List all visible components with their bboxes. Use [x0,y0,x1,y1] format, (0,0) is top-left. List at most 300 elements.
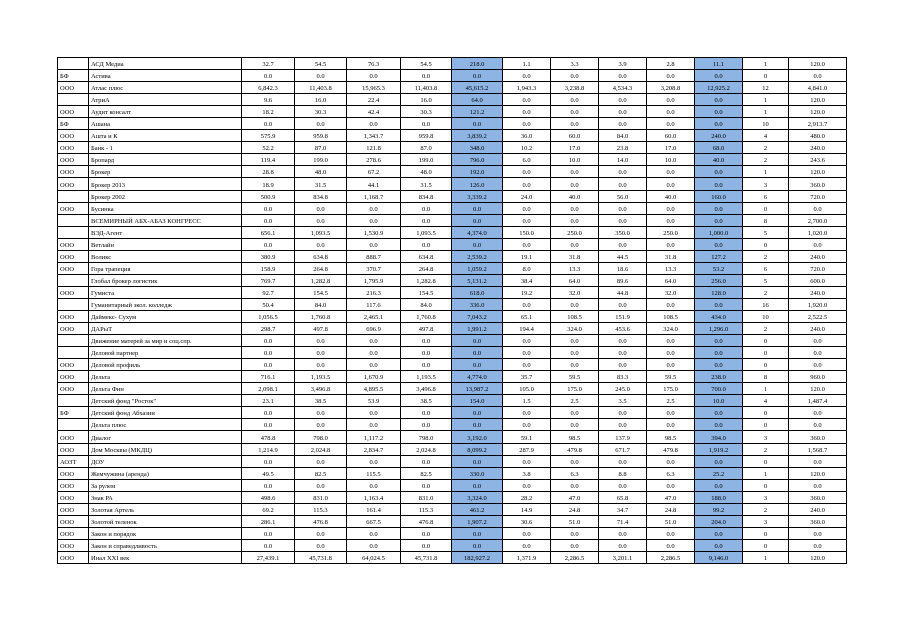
value-cell[interactable]: 6 [743,190,789,202]
value-cell[interactable]: 120.0 [789,551,847,563]
value-cell[interactable]: 1.1 [503,58,551,70]
value-cell[interactable]: 0.0 [401,527,452,539]
value-cell[interactable]: 0.0 [503,347,551,359]
total-cell[interactable]: 0.0 [695,479,743,491]
value-cell[interactable]: 32.0 [647,286,695,298]
value-cell[interactable]: 2,024.8 [401,443,452,455]
value-cell[interactable]: 120.0 [789,94,847,106]
value-cell[interactable]: 0.0 [647,479,695,491]
value-cell[interactable]: 0.0 [551,539,599,551]
total-cell[interactable]: 330.0 [452,467,503,479]
value-cell[interactable]: 478.8 [242,431,295,443]
value-cell[interactable]: 108.5 [551,310,599,322]
value-cell[interactable]: 360.0 [789,491,847,503]
value-cell[interactable]: 798.0 [295,431,347,443]
total-cell[interactable]: 0.0 [695,335,743,347]
value-cell[interactable]: 0.0 [295,214,347,226]
value-cell[interactable]: 240.0 [789,323,847,335]
value-cell[interactable]: 0.0 [295,238,347,250]
value-cell[interactable]: 0.0 [295,407,347,419]
value-cell[interactable]: 476.8 [295,515,347,527]
value-cell[interactable]: 0.0 [401,455,452,467]
value-cell[interactable]: 0.0 [401,419,452,431]
total-cell[interactable]: 40.0 [695,154,743,166]
org-name-cell[interactable]: Брокер [89,166,242,178]
value-cell[interactable]: 31.8 [551,250,599,262]
org-name-cell[interactable]: Инал XXI век [89,551,242,563]
org-name-cell[interactable]: Жемчужина (аренда) [89,467,242,479]
value-cell[interactable]: 2 [743,154,789,166]
total-cell[interactable]: 0.0 [452,359,503,371]
value-cell[interactable]: 1,530.9 [347,226,401,238]
value-cell[interactable]: 479.8 [647,443,695,455]
value-cell[interactable]: 500.9 [242,190,295,202]
value-cell[interactable]: 0.0 [503,106,551,118]
value-cell[interactable]: 1 [743,58,789,70]
value-cell[interactable]: 1 [743,551,789,563]
value-cell[interactable]: 0.0 [551,479,599,491]
total-cell[interactable]: 1,907.2 [452,515,503,527]
total-cell[interactable]: 1,296.0 [695,323,743,335]
org-form-cell[interactable]: ООО [58,82,89,94]
value-cell[interactable]: 243.6 [789,154,847,166]
value-cell[interactable]: 119.4 [242,154,295,166]
value-cell[interactable]: 667.5 [347,515,401,527]
value-cell[interactable]: 0.0 [599,479,647,491]
value-cell[interactable]: 89.6 [599,274,647,286]
value-cell[interactable]: 120.0 [789,467,847,479]
value-cell[interactable]: 0 [743,479,789,491]
value-cell[interactable]: 2,286.5 [551,551,599,563]
value-cell[interactable]: 45,731.8 [401,551,452,563]
value-cell[interactable]: 137.9 [599,431,647,443]
value-cell[interactable]: 2,098.1 [242,383,295,395]
total-cell[interactable]: 0.0 [452,118,503,130]
value-cell[interactable]: 0.0 [401,118,452,130]
org-name-cell[interactable]: Диалог [89,431,242,443]
value-cell[interactable]: 0 [743,419,789,431]
value-cell[interactable]: 1,020.0 [789,226,847,238]
value-cell[interactable]: 324.0 [647,323,695,335]
org-form-cell[interactable]: ООО [58,323,89,335]
value-cell[interactable]: 245.0 [599,383,647,395]
value-cell[interactable]: 56.0 [599,190,647,202]
value-cell[interactable]: 16 [743,298,789,310]
total-cell[interactable]: 240.0 [695,130,743,142]
value-cell[interactable]: 360.0 [789,515,847,527]
value-cell[interactable]: 1 [743,383,789,395]
value-cell[interactable]: 0.0 [503,298,551,310]
org-name-cell[interactable]: Астива [89,70,242,82]
org-name-cell[interactable]: АСД Медиа [89,58,242,70]
value-cell[interactable]: 32.0 [551,286,599,298]
value-cell[interactable]: 0.0 [347,419,401,431]
value-cell[interactable]: 497.8 [401,323,452,335]
org-form-cell[interactable]: ООО [58,310,89,322]
value-cell[interactable]: 240.0 [789,142,847,154]
value-cell[interactable]: 1,343.7 [347,130,401,142]
org-form-cell[interactable]: АОЗТ [58,455,89,467]
total-cell[interactable]: 0.0 [452,527,503,539]
total-cell[interactable]: 13,987.2 [452,383,503,395]
value-cell[interactable]: 5 [743,226,789,238]
total-cell[interactable]: 126.0 [452,178,503,190]
value-cell[interactable]: 0.0 [551,94,599,106]
value-cell[interactable]: 0.0 [401,70,452,82]
value-cell[interactable]: 1,093.5 [401,226,452,238]
value-cell[interactable]: 0.0 [647,106,695,118]
value-cell[interactable]: 0.0 [295,359,347,371]
value-cell[interactable]: 30.6 [503,515,551,527]
value-cell[interactable]: 175.0 [647,383,695,395]
value-cell[interactable]: 0.0 [551,407,599,419]
value-cell[interactable]: 1,168.7 [347,190,401,202]
org-form-cell[interactable]: ООО [58,178,89,190]
value-cell[interactable]: 11,403.8 [401,82,452,94]
value-cell[interactable]: 3.8 [503,467,551,479]
value-cell[interactable]: 298.7 [242,323,295,335]
value-cell[interactable]: 0.0 [789,238,847,250]
value-cell[interactable]: 6 [743,262,789,274]
value-cell[interactable]: 0.0 [503,455,551,467]
value-cell[interactable]: 0.0 [599,238,647,250]
value-cell[interactable]: 40.0 [647,190,695,202]
total-cell[interactable]: 204.0 [695,515,743,527]
org-form-cell[interactable]: ООО [58,166,89,178]
org-name-cell[interactable]: Закон и справедливость [89,539,242,551]
value-cell[interactable]: 0.0 [551,214,599,226]
total-cell[interactable]: 3,839.2 [452,130,503,142]
total-cell[interactable]: 0.0 [695,94,743,106]
value-cell[interactable]: 40.0 [551,190,599,202]
value-cell[interactable]: 0.0 [401,214,452,226]
org-name-cell[interactable]: За рулем [89,479,242,491]
value-cell[interactable]: 0.0 [647,214,695,226]
value-cell[interactable]: 0.0 [647,70,695,82]
value-cell[interactable]: 47.0 [551,491,599,503]
total-cell[interactable]: 160.0 [695,190,743,202]
value-cell[interactable]: 476.8 [401,515,452,527]
value-cell[interactable]: 76.3 [347,58,401,70]
total-cell[interactable]: 0.0 [695,202,743,214]
value-cell[interactable]: 0.0 [347,359,401,371]
value-cell[interactable]: 3 [743,491,789,503]
value-cell[interactable]: 0 [743,407,789,419]
value-cell[interactable]: 0.0 [503,178,551,190]
value-cell[interactable]: 53.9 [347,395,401,407]
value-cell[interactable]: 0.0 [347,202,401,214]
value-cell[interactable]: 3 [743,515,789,527]
value-cell[interactable]: 83.3 [599,371,647,383]
value-cell[interactable]: 1 [743,94,789,106]
value-cell[interactable]: 54.5 [295,58,347,70]
total-cell[interactable]: 796.0 [452,154,503,166]
org-name-cell[interactable]: Бусинка [89,202,242,214]
value-cell[interactable]: 240.0 [789,286,847,298]
org-form-cell[interactable] [58,190,89,202]
org-name-cell[interactable]: Золотая Артель [89,503,242,515]
value-cell[interactable]: 0.0 [295,347,347,359]
value-cell[interactable]: 834.8 [295,190,347,202]
value-cell[interactable]: 0.0 [503,527,551,539]
total-cell[interactable]: 434.0 [695,310,743,322]
value-cell[interactable]: 2.5 [551,395,599,407]
value-cell[interactable]: 888.7 [347,250,401,262]
value-cell[interactable]: 0.0 [295,70,347,82]
org-form-cell[interactable]: ООО [58,515,89,527]
value-cell[interactable]: 0.0 [242,527,295,539]
value-cell[interactable]: 15,965.3 [347,82,401,94]
value-cell[interactable]: 0.0 [647,455,695,467]
value-cell[interactable]: 0.0 [789,202,847,214]
total-cell[interactable]: 256.0 [695,274,743,286]
value-cell[interactable]: 0.0 [347,214,401,226]
total-cell[interactable]: 336.0 [452,298,503,310]
value-cell[interactable]: 1,760.8 [401,310,452,322]
value-cell[interactable]: 199.0 [295,154,347,166]
value-cell[interactable]: 1.5 [503,395,551,407]
value-cell[interactable]: 0.0 [242,118,295,130]
value-cell[interactable]: 0.0 [242,539,295,551]
org-form-cell[interactable]: ООО [58,479,89,491]
value-cell[interactable]: 98.5 [647,431,695,443]
value-cell[interactable]: 19.1 [503,250,551,262]
value-cell[interactable]: 54.5 [401,58,452,70]
value-cell[interactable]: 69.2 [242,503,295,515]
value-cell[interactable]: 1,193.5 [295,371,347,383]
value-cell[interactable]: 0.0 [599,106,647,118]
total-cell[interactable]: 0.0 [452,419,503,431]
org-form-cell[interactable]: ООО [58,491,89,503]
value-cell[interactable]: 2 [743,250,789,262]
value-cell[interactable]: 64,024.5 [347,551,401,563]
value-cell[interactable]: 0.0 [242,70,295,82]
value-cell[interactable]: 479.8 [551,443,599,455]
value-cell[interactable]: 0.0 [599,347,647,359]
value-cell[interactable]: 0.0 [647,238,695,250]
value-cell[interactable]: 30.3 [401,106,452,118]
value-cell[interactable]: 5 [743,274,789,286]
value-cell[interactable]: 0.0 [551,335,599,347]
value-cell[interactable]: 194.4 [503,323,551,335]
value-cell[interactable]: 8.0 [503,262,551,274]
value-cell[interactable]: 1,487.4 [789,395,847,407]
value-cell[interactable]: 4,895.5 [347,383,401,395]
value-cell[interactable]: 9.6 [242,94,295,106]
org-name-cell[interactable]: АтриА [89,94,242,106]
value-cell[interactable]: 3,201.1 [599,551,647,563]
value-cell[interactable]: 59.5 [647,371,695,383]
value-cell[interactable]: 10.2 [503,142,551,154]
value-cell[interactable]: 0.0 [503,335,551,347]
total-cell[interactable]: 0.0 [452,347,503,359]
org-name-cell[interactable]: Атлас плюс [89,82,242,94]
value-cell[interactable]: 216.3 [347,286,401,298]
value-cell[interactable]: 2 [743,286,789,298]
total-cell[interactable]: 121.2 [452,106,503,118]
value-cell[interactable]: 0.0 [401,335,452,347]
org-form-cell[interactable] [58,395,89,407]
value-cell[interactable]: 834.8 [401,190,452,202]
value-cell[interactable]: 4,841.0 [789,82,847,94]
value-cell[interactable]: 2 [743,503,789,515]
value-cell[interactable]: 31.5 [295,178,347,190]
total-cell[interactable]: 53.2 [695,262,743,274]
value-cell[interactable]: 0 [743,359,789,371]
value-cell[interactable]: 3,238.8 [551,82,599,94]
value-cell[interactable]: 0.0 [551,419,599,431]
value-cell[interactable]: 10.0 [647,154,695,166]
value-cell[interactable]: 0.0 [551,166,599,178]
value-cell[interactable]: 0.0 [647,166,695,178]
org-name-cell[interactable]: Гора трапеция [89,262,242,274]
org-form-cell[interactable]: ООО [58,130,89,142]
value-cell[interactable]: 0 [743,202,789,214]
total-cell[interactable]: 0.0 [695,407,743,419]
value-cell[interactable]: 0.0 [242,419,295,431]
value-cell[interactable]: 44.5 [599,250,647,262]
value-cell[interactable]: 28.8 [242,166,295,178]
total-cell[interactable]: 0.0 [695,539,743,551]
value-cell[interactable]: 959.8 [295,130,347,142]
value-cell[interactable]: 0.0 [503,359,551,371]
value-cell[interactable]: 0.0 [242,214,295,226]
value-cell[interactable]: 324.0 [551,323,599,335]
value-cell[interactable]: 0.0 [295,118,347,130]
value-cell[interactable]: 0.0 [347,347,401,359]
value-cell[interactable]: 115.5 [347,467,401,479]
value-cell[interactable]: 50.4 [242,298,295,310]
org-form-cell[interactable]: ООО [58,106,89,118]
org-form-cell[interactable]: ООО [58,202,89,214]
value-cell[interactable]: 64.0 [647,274,695,286]
value-cell[interactable]: 38.5 [401,395,452,407]
value-cell[interactable]: 0.0 [503,202,551,214]
value-cell[interactable]: 0.0 [599,298,647,310]
value-cell[interactable]: 49.5 [242,467,295,479]
value-cell[interactable]: 1 [743,467,789,479]
org-form-cell[interactable]: ООО [58,383,89,395]
total-cell[interactable]: 8,099.2 [452,443,503,455]
value-cell[interactable]: 1,282.8 [401,274,452,286]
total-cell[interactable]: 0.0 [452,238,503,250]
org-form-cell[interactable] [58,298,89,310]
value-cell[interactable]: 1,193.5 [401,371,452,383]
value-cell[interactable]: 45,731.8 [295,551,347,563]
org-name-cell[interactable]: Золотой теленок [89,515,242,527]
value-cell[interactable]: 0.0 [789,419,847,431]
org-form-cell[interactable] [58,419,89,431]
value-cell[interactable]: 3.3 [551,58,599,70]
value-cell[interactable]: 47.0 [647,491,695,503]
value-cell[interactable]: 0.0 [295,539,347,551]
total-cell[interactable]: 0.0 [452,539,503,551]
value-cell[interactable]: 671.7 [599,443,647,455]
org-name-cell[interactable]: Закон и порядок [89,527,242,539]
total-cell[interactable]: 461.2 [452,503,503,515]
value-cell[interactable]: 0.0 [401,359,452,371]
value-cell[interactable]: 0.0 [503,70,551,82]
value-cell[interactable]: 0.0 [647,202,695,214]
value-cell[interactable]: 115.3 [295,503,347,515]
value-cell[interactable]: 0.0 [295,455,347,467]
total-cell[interactable]: 3,324.0 [452,491,503,503]
total-cell[interactable]: 1,000.0 [695,226,743,238]
value-cell[interactable]: 0.0 [551,106,599,118]
value-cell[interactable]: 453.6 [599,323,647,335]
value-cell[interactable]: 0.0 [295,479,347,491]
value-cell[interactable]: 11,403.8 [295,82,347,94]
value-cell[interactable]: 0.0 [503,407,551,419]
org-name-cell[interactable]: Дельта [89,371,242,383]
value-cell[interactable]: 19.2 [503,286,551,298]
value-cell[interactable]: 87.0 [295,142,347,154]
total-cell[interactable]: 10.0 [695,395,743,407]
org-name-cell[interactable]: Брокер 2002 [89,190,242,202]
value-cell[interactable]: 23.1 [242,395,295,407]
value-cell[interactable]: 0.0 [295,335,347,347]
value-cell[interactable]: 0.0 [242,335,295,347]
value-cell[interactable]: 3,496.8 [295,383,347,395]
total-cell[interactable]: 64.0 [452,94,503,106]
value-cell[interactable]: 51.0 [647,515,695,527]
org-form-cell[interactable]: ООО [58,551,89,563]
total-cell[interactable]: 394.0 [695,431,743,443]
value-cell[interactable]: 28.2 [503,491,551,503]
value-cell[interactable]: 0.0 [599,359,647,371]
value-cell[interactable]: 2 [743,323,789,335]
value-cell[interactable]: 92.7 [242,286,295,298]
value-cell[interactable]: 480.0 [789,130,847,142]
value-cell[interactable]: 60.0 [551,130,599,142]
total-cell[interactable]: 182,927.2 [452,551,503,563]
value-cell[interactable]: 24.8 [647,503,695,515]
value-cell[interactable]: 0.0 [599,214,647,226]
value-cell[interactable]: 350.0 [599,226,647,238]
value-cell[interactable]: 0.0 [789,539,847,551]
org-name-cell[interactable]: ДОУ [89,455,242,467]
value-cell[interactable]: 84.0 [599,130,647,142]
value-cell[interactable]: 1,163.4 [347,491,401,503]
total-cell[interactable]: 0.0 [695,106,743,118]
value-cell[interactable]: 0.0 [599,419,647,431]
value-cell[interactable]: 82.5 [401,467,452,479]
org-form-cell[interactable]: ООО [58,431,89,443]
total-cell[interactable]: 7,043.2 [452,310,503,322]
total-cell[interactable]: 4,774.0 [452,371,503,383]
total-cell[interactable]: 3,192.0 [452,431,503,443]
org-form-cell[interactable]: ООО [58,527,89,539]
org-form-cell[interactable] [58,58,89,70]
value-cell[interactable]: 0.0 [295,202,347,214]
value-cell[interactable]: 0 [743,335,789,347]
total-cell[interactable]: 0.0 [452,335,503,347]
value-cell[interactable]: 720.0 [789,190,847,202]
total-cell[interactable]: 188.0 [695,491,743,503]
org-name-cell[interactable]: Бропард [89,154,242,166]
value-cell[interactable]: 24.8 [551,503,599,515]
value-cell[interactable]: 6.0 [503,154,551,166]
value-cell[interactable]: 2,834.7 [347,443,401,455]
total-cell[interactable]: 0.0 [452,70,503,82]
org-form-cell[interactable] [58,274,89,286]
value-cell[interactable]: 59.1 [503,431,551,443]
value-cell[interactable]: 120.0 [789,383,847,395]
value-cell[interactable]: 0.0 [242,347,295,359]
value-cell[interactable]: 2,286.5 [647,551,695,563]
total-cell[interactable]: 0.0 [695,118,743,130]
value-cell[interactable]: 0.0 [599,118,647,130]
